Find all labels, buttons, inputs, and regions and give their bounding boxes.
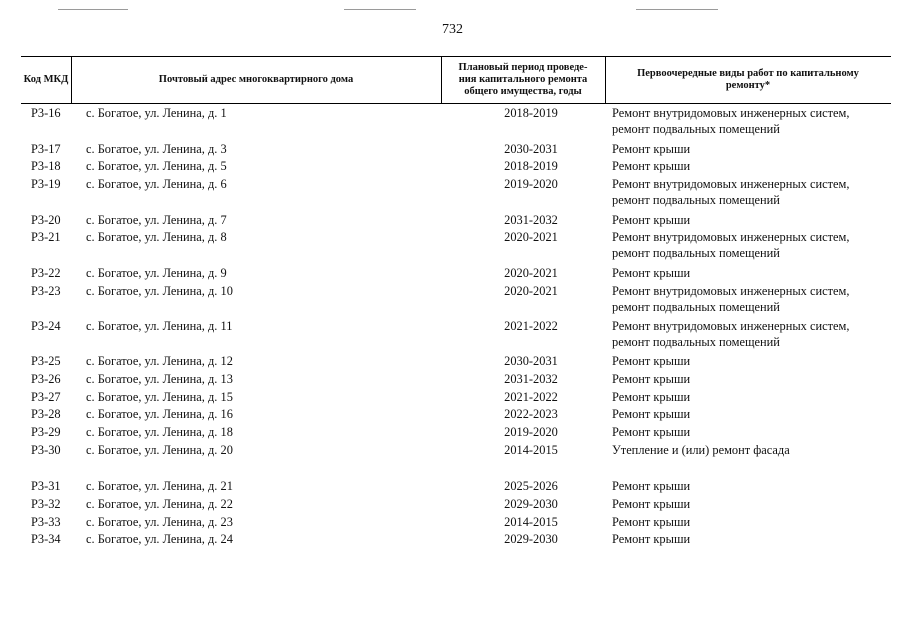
priority-works [612,158,690,174]
postal-address: с. Богатое, ул. Ленина, д. 6 [86,177,227,191]
priority-works [612,371,690,387]
works-line: Ремонт крыши [612,390,691,404]
postal-address: с. Богатое, ул. Ленина, д. 24 [86,532,233,546]
planned-period: 2031-2032 [504,372,558,386]
planned-period: 2018-2019 [504,159,558,173]
priority-works [612,389,690,405]
planned-period: 2014-2015 [504,515,558,529]
postal-address: с. Богатое, ул. Ленина, д. 7 [86,213,227,227]
planned-period: 2020-2021 [504,284,558,298]
postal-address: с. Богатое, ул. Ленина, д. 23 [86,515,233,529]
priority-works [612,176,849,208]
works-line: Ремонт крыши [612,497,691,511]
postal-address: с. Богатое, ул. Ленина, д. 15 [86,390,233,404]
postal-address: с. Богатое, ул. Ленина, д. 12 [86,354,233,368]
postal-address: с. Богатое, ул. Ленина, д. 5 [86,159,227,173]
priority-works [612,424,690,440]
postal-address: с. Богатое, ул. Ленина, д. 1 [86,106,227,120]
header-works-line: ремонту* [725,80,771,91]
works-line: Ремонт внутридомовых инженерных систем, [612,106,850,120]
mkd-code: Р3-28 [31,407,61,421]
mkd-code: Р3-34 [31,532,61,546]
postal-address: с. Богатое, ул. Ленина, д. 8 [86,230,227,244]
priority-works [612,283,849,315]
works-line: Ремонт крыши [612,266,691,280]
works-line: Ремонт внутридомовых инженерных систем, [612,177,850,191]
priority-works [612,353,690,369]
planned-period: 2021-2022 [504,319,558,333]
mkd-code: Р3-27 [31,390,61,404]
mkd-code: Р3-21 [31,230,61,244]
header-address: Почтовый адрес многоквартирного дома [158,74,354,85]
works-line: ремонт подвальных помещений [612,246,780,260]
works-line: Ремонт внутридомовых инженерных систем, [612,230,850,244]
works-line: Ремонт крыши [612,425,691,439]
planned-period: 2020-2021 [504,230,558,244]
works-line: Ремонт крыши [612,159,691,173]
mkd-code: Р3-18 [31,159,61,173]
priority-works [612,531,690,547]
header-code: Код МКД [23,74,69,85]
postal-address: с. Богатое, ул. Ленина, д. 22 [86,497,233,511]
mkd-code: Р3-24 [31,319,61,333]
scan-artifact [344,9,416,10]
mkd-code: Р3-26 [31,372,61,386]
mkd-code: Р3-19 [31,177,61,191]
works-line: Ремонт крыши [612,354,691,368]
mkd-code: Р3-33 [31,515,61,529]
header-period-line: Плановый период проведе- [458,62,588,73]
works-line: ремонт подвальных помещений [612,122,780,136]
planned-period: 2021-2022 [504,390,558,404]
postal-address: с. Богатое, ул. Ленина, д. 18 [86,425,233,439]
postal-address: с. Богатое, ул. Ленина, д. 21 [86,479,233,493]
priority-works [612,265,690,281]
scan-artifact [636,9,718,10]
planned-period: 2030-2031 [504,354,558,368]
mkd-code: Р3-16 [31,106,61,120]
postal-address: с. Богатое, ул. Ленина, д. 13 [86,372,233,386]
mkd-code: Р3-20 [31,213,61,227]
priority-works [612,406,690,422]
works-line: Ремонт крыши [612,213,691,227]
planned-period: 2022-2023 [504,407,558,421]
works-line: Утепление и (или) ремонт фасада [612,443,790,457]
mkd-code: Р3-23 [31,284,61,298]
works-line: Ремонт крыши [612,532,691,546]
mkd-code: Р3-30 [31,443,61,457]
mkd-code: Р3-32 [31,497,61,511]
works-line: ремонт подвальных помещений [612,193,780,207]
priority-works [612,496,690,512]
works-line: Ремонт крыши [612,515,691,529]
works-line: ремонт подвальных помещений [612,300,780,314]
header-works [605,57,891,103]
planned-period: 2019-2020 [504,177,558,191]
priority-works [612,442,790,458]
priority-works [612,212,690,228]
works-line: Ремонт крыши [612,407,691,421]
postal-address: с. Богатое, ул. Ленина, д. 11 [86,319,233,333]
postal-address: с. Богатое, ул. Ленина, д. 16 [86,407,233,421]
planned-period: 2029-2030 [504,497,558,511]
priority-works [612,318,849,350]
page-number: 732 [442,22,463,37]
planned-period: 2029-2030 [504,532,558,546]
works-line: Ремонт крыши [612,142,691,156]
mkd-code: Р3-17 [31,142,61,156]
works-line: Ремонт крыши [612,372,691,386]
mkd-code: Р3-25 [31,354,61,368]
planned-period: 2018-2019 [504,106,558,120]
priority-works [612,514,690,530]
works-line: Ремонт крыши [612,479,691,493]
planned-period: 2020-2021 [504,266,558,280]
priority-works [612,105,849,137]
works-line: Ремонт внутридомовых инженерных систем, [612,319,850,333]
postal-address: с. Богатое, ул. Ленина, д. 3 [86,142,227,156]
postal-address: с. Богатое, ул. Ленина, д. 20 [86,443,233,457]
header-period-line: ния капитального ремонта [458,74,588,85]
priority-works [612,478,690,494]
planned-period: 2014-2015 [504,443,558,457]
header-period [441,57,605,103]
mkd-code: Р3-22 [31,266,61,280]
planned-period: 2025-2026 [504,479,558,493]
table-header [21,56,891,104]
postal-address: с. Богатое, ул. Ленина, д. 9 [86,266,227,280]
planned-period: 2030-2031 [504,142,558,156]
scan-artifact [58,9,128,10]
mkd-code: Р3-29 [31,425,61,439]
works-line: Ремонт внутридомовых инженерных систем, [612,284,850,298]
works-line: ремонт подвальных помещений [612,335,780,349]
header-period-line: общего имущества, годы [464,86,582,97]
header-works-line: Первоочередные виды работ по капитальному [637,68,859,79]
planned-period: 2019-2020 [504,425,558,439]
mkd-code: Р3-31 [31,479,61,493]
priority-works [612,141,690,157]
postal-address: с. Богатое, ул. Ленина, д. 10 [86,284,233,298]
planned-period: 2031-2032 [504,213,558,227]
priority-works [612,229,849,261]
